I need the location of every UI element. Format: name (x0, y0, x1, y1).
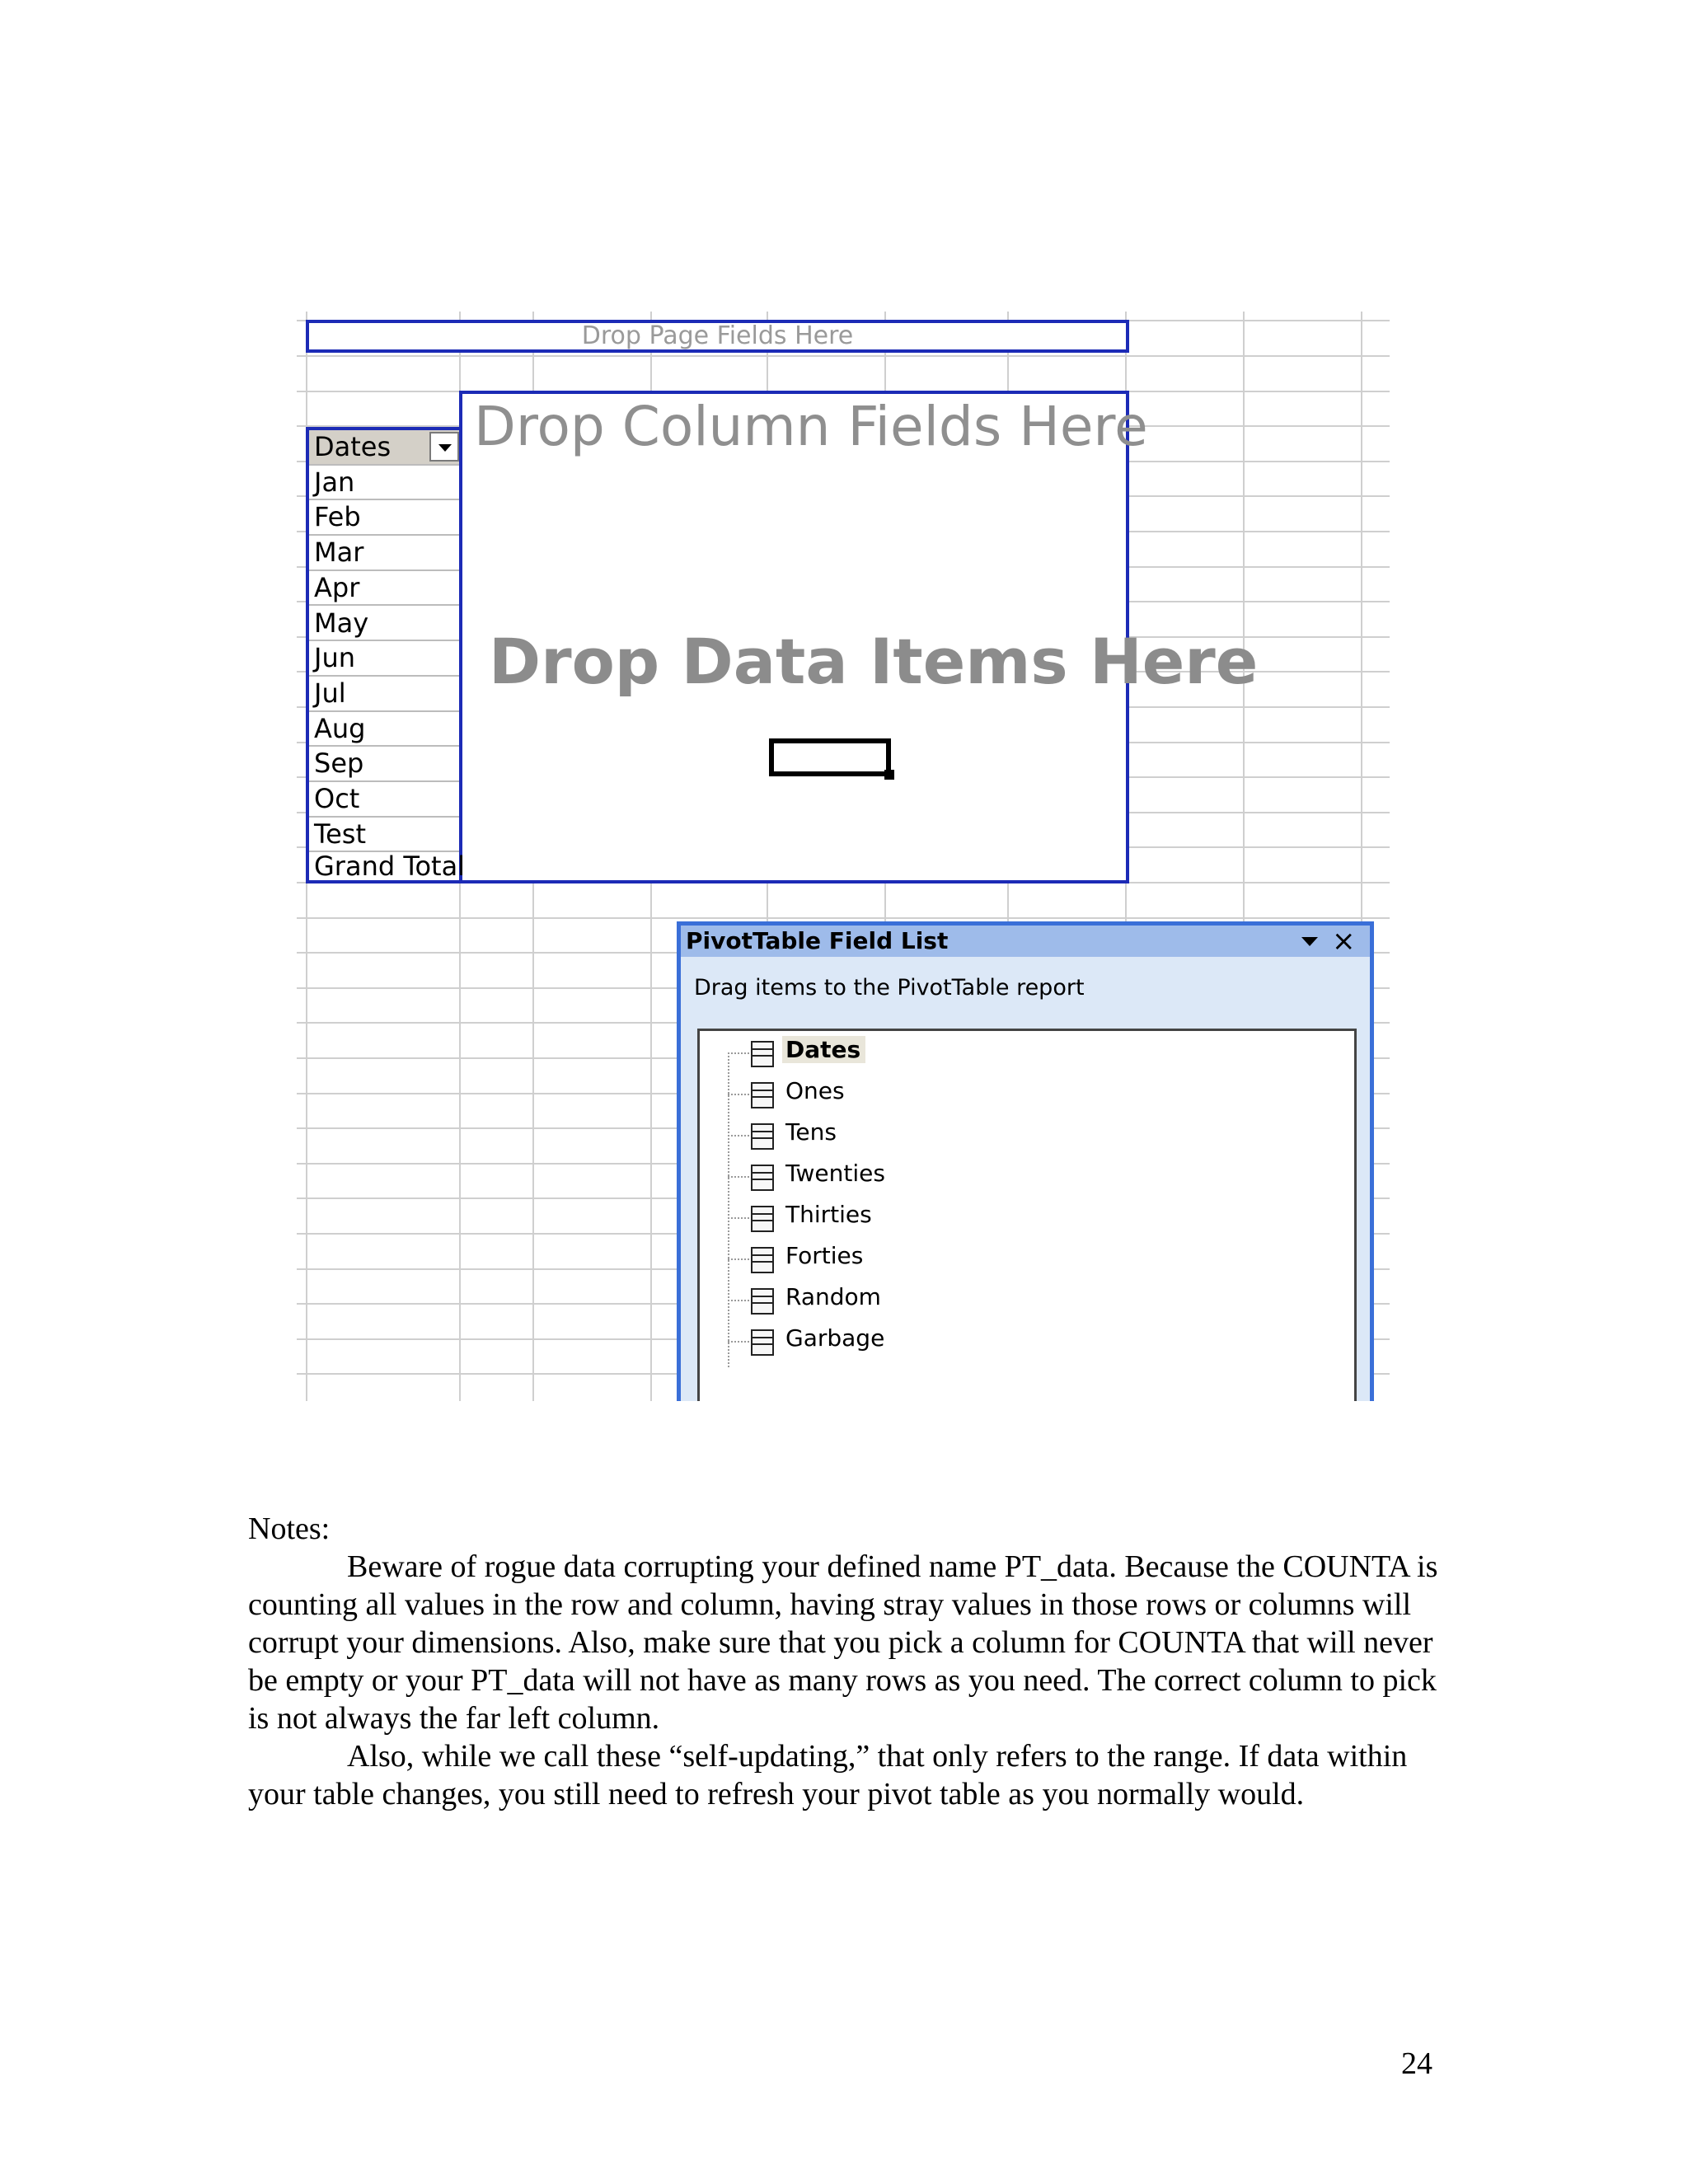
row-item[interactable]: Test (309, 818, 459, 853)
field-label: Twenties (785, 1160, 885, 1187)
row-item[interactable]: Sep (309, 747, 459, 782)
row-item[interactable]: Aug (309, 712, 459, 748)
row-item[interactable]: Jan (309, 466, 459, 501)
chevron-down-icon (438, 444, 452, 452)
notes-paragraph: Also, while we call these “self-updating,” that only refers to the range. If data within your table changes, you still need to refresh your pivot table as you normally would. (248, 1739, 1408, 1811)
field-label: Forties (785, 1242, 864, 1269)
pivottable-field-list-panel (677, 921, 1374, 1401)
column-fields-drop-zone[interactable] (459, 391, 1148, 463)
row-item[interactable]: Oct (309, 782, 459, 818)
row-item[interactable]: Feb (309, 500, 459, 536)
field-icon (751, 1288, 774, 1315)
field-list-instructions: Drag items to the PivotTable report (694, 975, 1085, 1001)
dates-dropdown-button[interactable] (429, 432, 459, 462)
field-icon (751, 1123, 774, 1150)
grand-total-row[interactable]: Grand Total (314, 851, 466, 882)
field-list-box (697, 1029, 1357, 1401)
field-list-title-bar[interactable] (681, 926, 1370, 957)
column-fields-drop-label: Drop Column Fields Here (474, 395, 1148, 458)
data-items-drop-label: Drop Data Items Here (489, 625, 1259, 698)
row-item[interactable]: Jun (309, 641, 459, 677)
dates-field-label: Dates (314, 431, 392, 462)
field-item-forties[interactable] (728, 1239, 1140, 1280)
field-list-title: PivotTable Field List (686, 927, 949, 954)
data-items-drop-zone[interactable] (459, 460, 1259, 883)
field-label: Garbage (785, 1324, 885, 1352)
field-item-ones[interactable] (728, 1074, 1140, 1115)
notes-paragraph: Beware of rogue data corrupting your defined name PT_data. Because the COUNTA is counting all values in the row and column, having stray values in those rows or columns will corrupt your dimensions. Also, make sure that you pick a column for COUNTA that will never be empty or your PT_data will not have as many rows as you need. The correct column to pick is not always the far left column. (248, 1549, 1438, 1736)
pivot-table-screenshot (297, 312, 1390, 1401)
field-item-tens[interactable] (728, 1115, 1140, 1156)
active-cell-cursor (769, 738, 891, 776)
fill-handle[interactable] (884, 770, 894, 780)
field-icon (751, 1041, 774, 1067)
field-label: Ones (785, 1077, 845, 1104)
field-label: Tens (785, 1118, 837, 1146)
page-fields-drop-zone[interactable] (306, 320, 1129, 353)
row-item[interactable]: Mar (309, 536, 459, 571)
field-icon (751, 1206, 774, 1232)
field-item-garbage[interactable] (728, 1321, 1140, 1362)
row-field-area (306, 427, 466, 883)
close-icon[interactable]: × (1332, 925, 1356, 958)
field-item-thirties[interactable] (728, 1197, 1140, 1239)
field-label: Thirties (785, 1201, 872, 1228)
row-item[interactable]: Jul (309, 677, 459, 712)
field-icon (751, 1082, 774, 1108)
notes-section (248, 1510, 1443, 1813)
field-item-dates[interactable] (728, 1033, 1140, 1074)
panel-options-dropdown-icon[interactable] (1301, 937, 1318, 946)
field-icon (751, 1329, 774, 1356)
row-item[interactable]: May (309, 607, 459, 642)
notes-heading: Notes: (248, 1511, 331, 1546)
page-fields-drop-label: Drop Page Fields Here (581, 321, 854, 350)
row-item[interactable]: Apr (309, 571, 459, 607)
dates-field-button[interactable] (309, 430, 459, 466)
field-label: Random (785, 1283, 881, 1310)
field-label: Dates (782, 1036, 865, 1063)
field-item-twenties[interactable] (728, 1156, 1140, 1197)
field-icon (751, 1165, 774, 1191)
field-icon (751, 1247, 774, 1273)
page-number: 24 (1401, 2046, 1432, 2081)
field-item-random[interactable] (728, 1280, 1140, 1321)
